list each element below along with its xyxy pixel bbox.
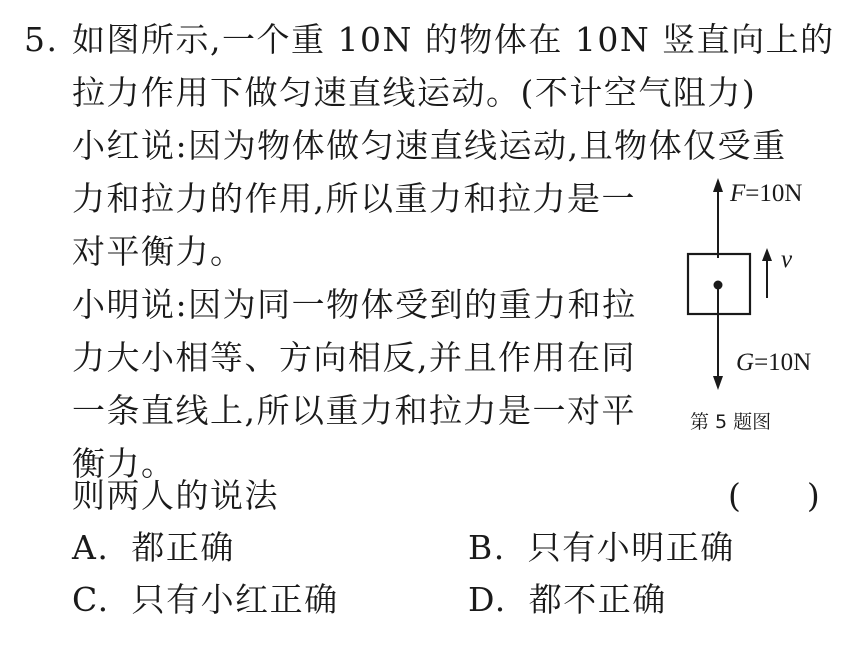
velocity-label: v <box>781 246 793 273</box>
option-c-label: C. <box>72 580 110 619</box>
force-f-label <box>730 180 802 208</box>
force-diagram-figure <box>676 168 846 443</box>
xiaohong-statement-line-2: 力和拉力的作用,所以重力和拉力是一 <box>72 179 636 218</box>
option-c-text: 只有小红正确 <box>131 580 339 619</box>
xiaohong-statement-line-1: 小红说:因为物体做匀速直线运动,且物体仅受重 <box>72 126 787 165</box>
force-f-symbol: F <box>730 180 746 207</box>
force-g-arrowhead <box>713 376 723 390</box>
xiaoming-statement-line-4: 衡力。 <box>72 444 176 483</box>
force-g-label <box>736 349 811 377</box>
force-g-value: =10N <box>754 349 812 376</box>
xiaoming-statement-line-2: 力大小相等、方向相反,并且作用在同 <box>72 338 636 377</box>
option-b[interactable] <box>468 528 735 568</box>
question-stem-line-2: 拉力作用下做匀速直线运动。(不计空气阻力) <box>72 73 757 112</box>
xiaohong-statement-line-3: 对平衡力。 <box>72 232 245 271</box>
question-ask: 则两人的说法 <box>72 476 279 515</box>
option-b-text: 只有小明正确 <box>527 528 735 567</box>
option-c[interactable] <box>72 580 339 620</box>
question-stem-line-1: 如图所示,一个重 10N 的物体在 10N 竖直向上的 <box>72 20 835 59</box>
option-a-text: 都正确 <box>131 528 235 567</box>
velocity-arrowhead <box>762 248 772 261</box>
force-f-arrowhead <box>713 178 723 192</box>
option-a[interactable] <box>72 528 235 568</box>
figure-caption: 第 5 题图 <box>690 411 772 433</box>
question-number: 5. <box>24 20 59 59</box>
option-d-label: D. <box>468 580 507 619</box>
option-b-label: B. <box>468 528 506 567</box>
force-g-symbol: G <box>736 349 755 376</box>
force-f-value: =10N <box>745 180 803 207</box>
xiaoming-statement-line-1: 小明说:因为同一物体受到的重力和拉 <box>72 285 637 324</box>
option-a-label: A. <box>72 528 110 567</box>
option-d-text: 都不正确 <box>528 580 667 619</box>
xiaoming-statement-line-3: 一条直线上,所以重力和拉力是一对平 <box>72 391 636 430</box>
answer-blank[interactable]: ( ) <box>728 476 820 515</box>
option-d[interactable] <box>468 580 667 620</box>
